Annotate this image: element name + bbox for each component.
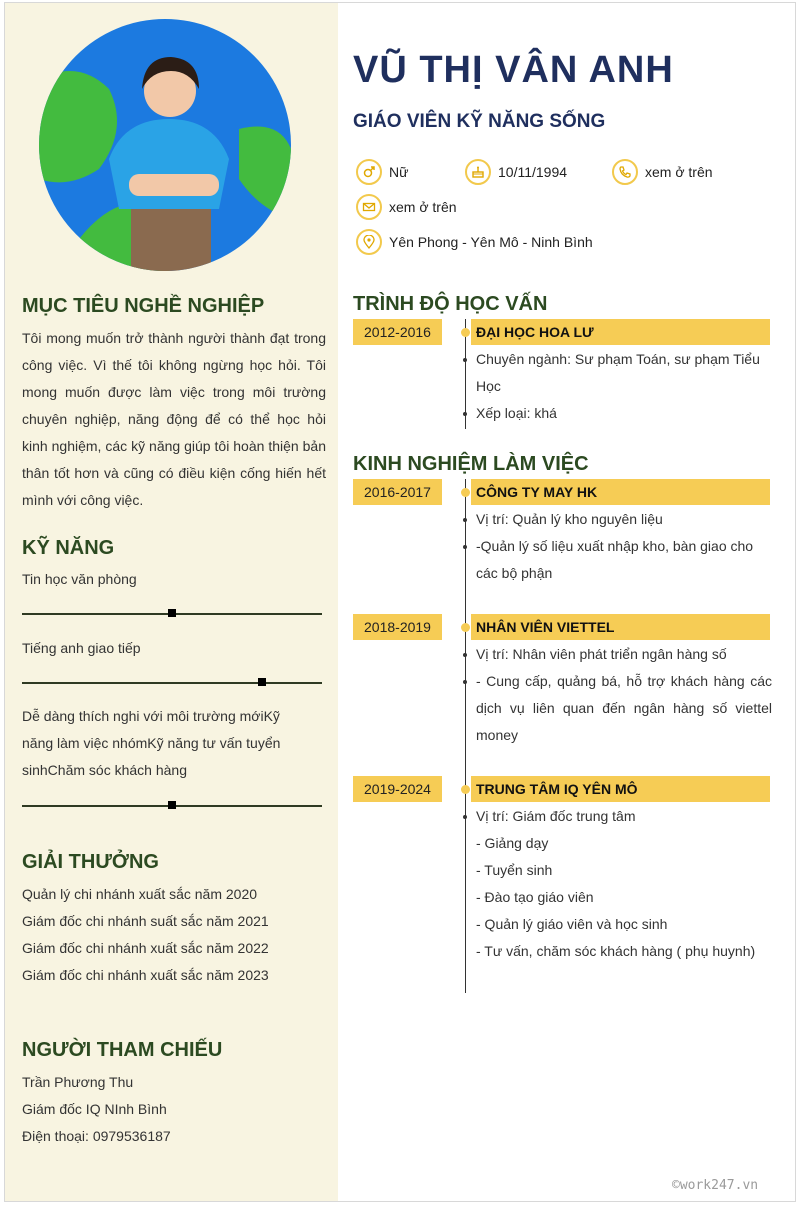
bullet: [463, 545, 467, 549]
skill-bar: [22, 613, 322, 615]
experience-detail: - Tư vấn, chăm sóc khách hàng ( phụ huynh): [476, 943, 756, 959]
references-title: NGƯỜI THAM CHIẾU: [22, 1039, 223, 1061]
experience-detail: - Tuyển sinh: [476, 862, 553, 878]
experience-company: CÔNG TY MAY HK: [471, 479, 770, 505]
bullet: [463, 653, 467, 657]
cake-icon: [465, 159, 491, 185]
skill-bar: [22, 805, 322, 807]
experience-title: KINH NGHIỆM LÀM VIỆC: [353, 453, 589, 475]
avatar: [39, 19, 291, 271]
reference-phone: Điện thoại: 0979536187: [22, 1128, 171, 1144]
birthday-value: 10/11/1994: [498, 164, 568, 180]
timeline-line: [465, 479, 466, 993]
watermark: ©work247.vn: [672, 1178, 759, 1193]
timeline-dot: [461, 785, 470, 794]
experience-period: 2016-2017: [353, 479, 442, 505]
candidate-name: VŨ THỊ VÂN ANH: [353, 49, 674, 91]
skill-name: Dễ dàng thích nghi với môi trường mớiKỹ năng làm việc nhómKỹ năng tư vấn tuyển sinhChăm sóc khách hàng: [22, 708, 281, 778]
awards-title: GIẢI THƯỞNG: [22, 851, 159, 873]
gender-value: Nữ: [389, 164, 409, 180]
award-item: Giám đốc chi nhánh suất sắc năm 2021: [22, 913, 269, 929]
skill-name: Tin học văn phòng: [22, 571, 137, 587]
experience-period: 2018-2019: [353, 614, 442, 640]
timeline-dot: [461, 488, 470, 497]
objective-text: Tôi mong muốn trở thành người thành đạt trong công việc. Vì thế tôi không ngừng học hỏi. Tôi mong muốn được làm việc trong môi trường chuyên nghiệp, năng động để có thể học hỏi kinh nghiệm, các kỹ năng giúp tôi hoàn thiện bản thân tốt hơn và cũng có điều kiện cống hiến hết mình với công việc.: [22, 330, 326, 508]
bullet: [463, 518, 467, 522]
job-title: GIÁO VIÊN KỸ NĂNG SỐNG: [353, 111, 606, 132]
skill-bar: [22, 682, 322, 684]
experience-company: NHÂN VIÊN VIETTEL: [471, 614, 770, 640]
education-detail: Xếp loại: khá: [476, 405, 557, 421]
experience-detail: - Giảng dạy: [476, 835, 549, 851]
experience-detail: Vị trí: Giám đốc trung tâm: [476, 808, 636, 824]
experience-detail: Vị trí: Quản lý kho nguyên liệu: [476, 511, 663, 527]
award-item: Giám đốc chi nhánh xuất sắc năm 2023: [22, 967, 269, 983]
profile-photo: [39, 19, 291, 271]
gender-info: [356, 157, 408, 187]
sidebar: [5, 3, 338, 1201]
email-icon: [356, 194, 382, 220]
bullet: [463, 815, 467, 819]
experience-detail: -Quản lý số liệu xuất nhập kho, bàn giao cho các bộ phận: [476, 538, 754, 581]
timeline-dot: [461, 328, 470, 337]
cv-page: [4, 2, 796, 1202]
skills-title: KỸ NĂNG: [22, 537, 115, 559]
bullet: [463, 358, 467, 362]
education-detail: Chuyên ngành: Sư phạm Toán, sư phạm Tiểu Học: [476, 351, 760, 394]
reference-position: Giám đốc IQ NInh Bình: [22, 1101, 167, 1117]
phone-info: [612, 157, 713, 187]
email-value: xem ở trên: [389, 199, 457, 215]
phone-value: xem ở trên: [645, 164, 713, 180]
gender-icon: [356, 159, 382, 185]
birthday-info: [465, 157, 567, 187]
phone-icon: [612, 159, 638, 185]
award-item: Quản lý chi nhánh xuất sắc năm 2020: [22, 886, 258, 902]
experience-period: 2019-2024: [353, 776, 442, 802]
skill-name: Tiếng anh giao tiếp: [22, 640, 141, 656]
bullet: [463, 412, 467, 416]
experience-detail: - Đào tạo giáo viên: [476, 889, 594, 905]
experience-detail: - Cung cấp, quảng bá, hỗ trợ khách hàng các dịch vụ liên quan đến ngân hàng số viettel money: [476, 673, 772, 743]
map-pin-icon: [356, 229, 382, 255]
objective-title: MỤC TIÊU NGHỀ NGHIỆP: [22, 295, 265, 317]
reference-name: Trần Phương Thu: [22, 1074, 134, 1090]
experience-detail: Vị trí: Nhân viên phát triển ngân hàng số: [476, 646, 727, 662]
timeline-dot: [461, 623, 470, 632]
skill-level-marker: [168, 801, 176, 809]
education-period: 2012-2016: [353, 319, 442, 345]
experience-company: TRUNG TÂM IQ YÊN MÔ: [471, 776, 770, 802]
address-value: Yên Phong - Yên Mô - Ninh Bình: [389, 234, 593, 250]
education-title: TRÌNH ĐỘ HỌC VẤN: [353, 293, 548, 315]
skill-level-marker: [168, 609, 176, 617]
experience-detail: - Quản lý giáo viên và học sinh: [476, 916, 668, 932]
address-info: [356, 227, 593, 257]
main-content: [338, 3, 795, 1201]
education-school: ĐẠI HỌC HOA LƯ: [471, 319, 770, 345]
bullet: [463, 680, 467, 684]
skill-level-marker: [258, 678, 266, 686]
award-item: Giám đốc chi nhánh xuất sắc năm 2022: [22, 940, 269, 956]
email-info: [356, 192, 457, 222]
